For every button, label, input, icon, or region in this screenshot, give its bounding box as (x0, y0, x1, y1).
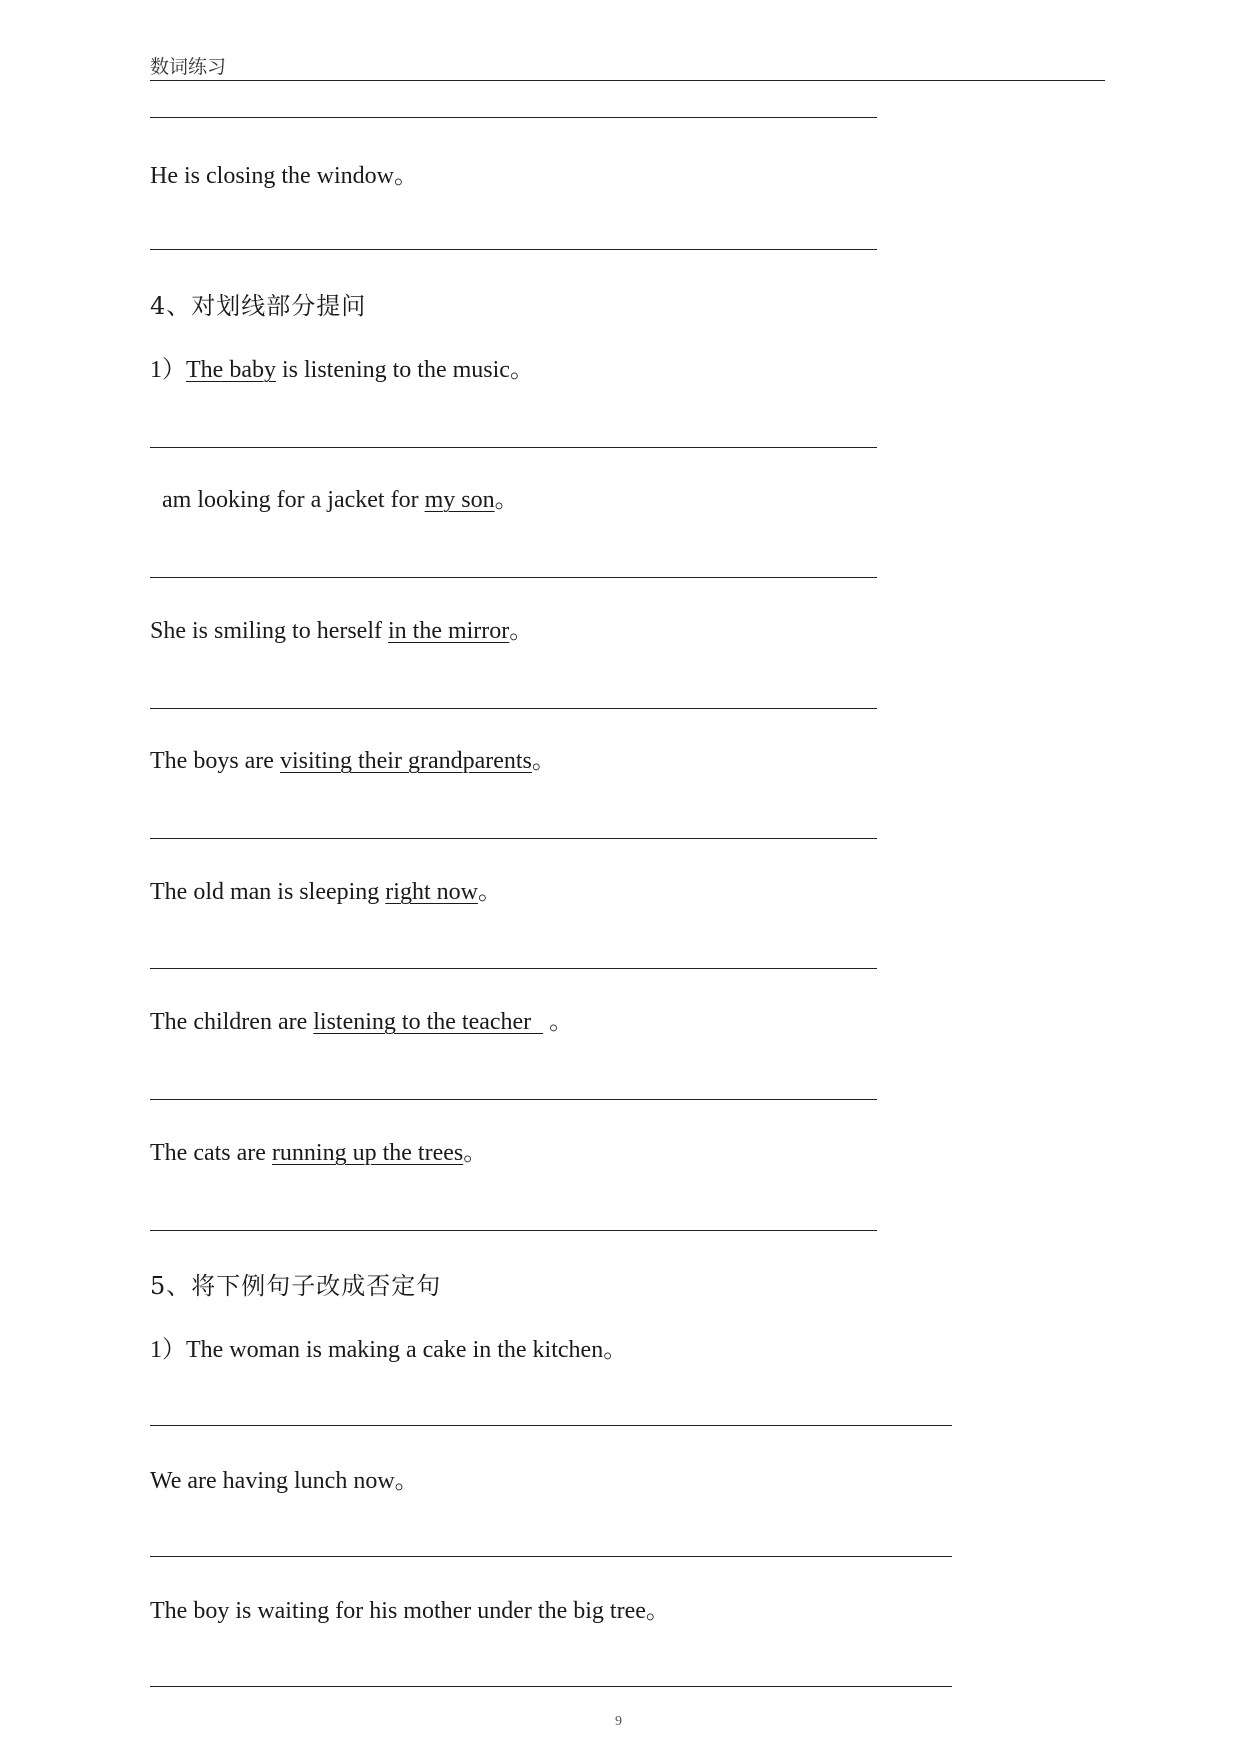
answer-line[interactable] (150, 1230, 877, 1231)
sentence-text: The children are (150, 1009, 314, 1035)
header-divider (150, 80, 1105, 81)
exercise-sentence (150, 1139, 487, 1167)
underlined-phrase: in the mirror (387, 618, 510, 644)
answer-line[interactable] (150, 968, 877, 969)
answer-line[interactable] (150, 249, 877, 250)
exercise-sentence (150, 878, 502, 906)
underlined-phrase: running up the trees (271, 1140, 464, 1166)
sentence-text: The old man is sleeping (150, 879, 386, 905)
answer-line[interactable] (150, 447, 877, 448)
exercise-sentence: The boy is waiting for his mother under the big tree。 (150, 1598, 670, 1624)
sentence-text: am looking for a jacket for (150, 487, 425, 513)
item-number: 1） (150, 357, 186, 383)
exercise-sentence (150, 1008, 573, 1036)
sentence-text: 。 (543, 1009, 574, 1035)
underlined-phrase: my son (424, 487, 495, 513)
exercise-sentence (150, 617, 533, 645)
sentence-text: 。 (463, 1140, 488, 1166)
sentence-text: The boys are (150, 748, 280, 774)
section-heading-5: 5、将下例句子改成否定句 (150, 1272, 442, 1300)
answer-line[interactable] (150, 708, 877, 709)
answer-line[interactable] (150, 1425, 952, 1426)
exercise-sentence: 1）The woman is making a cake in the kitchen。 (150, 1337, 628, 1363)
underlined-phrase: right now (385, 879, 478, 905)
answer-line[interactable] (150, 577, 877, 578)
exercise-sentence: We are having lunch now。 (150, 1468, 419, 1494)
sentence-text: She is smiling to herself (150, 618, 388, 644)
exercise-sentence (150, 356, 534, 384)
answer-line[interactable] (150, 1099, 877, 1100)
sentence-text: 。 (494, 487, 519, 513)
page-number: 9 (615, 1714, 622, 1729)
sentence-text: 。 (531, 748, 556, 774)
section-heading-4: 4、对划线部分提问 (150, 292, 367, 320)
exercise-sentence (150, 486, 519, 514)
underlined-phrase: listening to the teacher (313, 1009, 544, 1035)
sentence-text: is listening to the music。 (275, 357, 534, 383)
exercise-sentence: He is closing the window。 (150, 163, 418, 189)
page-header-title: 数词练习 (150, 56, 227, 78)
answer-line[interactable] (150, 1556, 952, 1557)
answer-line[interactable] (150, 117, 877, 118)
underlined-phrase: visiting their grandparents (279, 748, 532, 774)
sentence-text: 。 (477, 879, 502, 905)
answer-line[interactable] (150, 838, 877, 839)
answer-line[interactable] (150, 1686, 952, 1687)
underlined-phrase: The baby (186, 357, 276, 383)
sentence-text: The cats are (150, 1140, 272, 1166)
sentence-text: 。 (509, 618, 534, 644)
exercise-sentence (150, 747, 556, 775)
